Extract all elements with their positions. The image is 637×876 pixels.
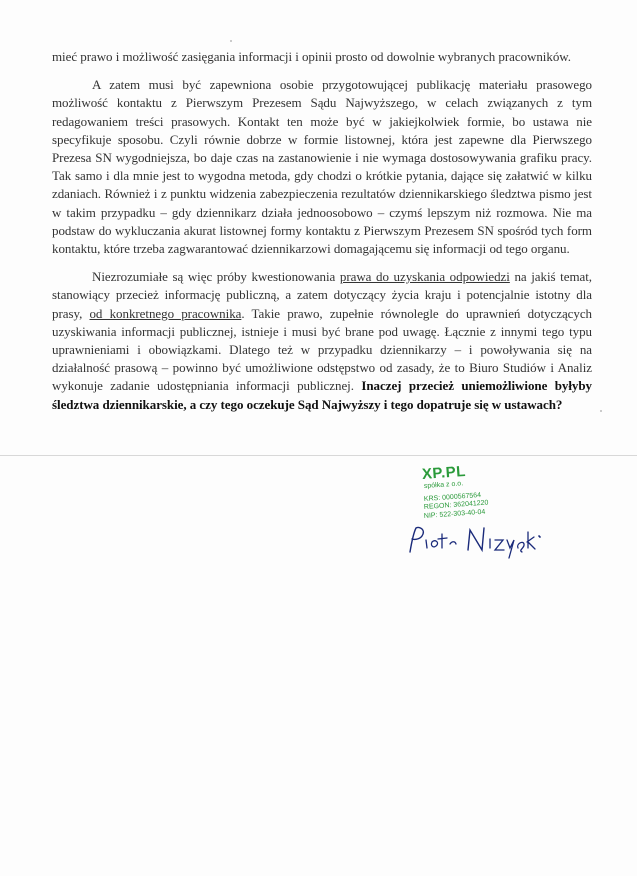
underlined-phrase: od konkretnego pracownika xyxy=(89,305,242,321)
underlined-phrase: prawa do uzyskania odpowiedzi xyxy=(339,269,510,285)
stamp-company: spółka z o.o. xyxy=(423,480,464,490)
paragraph-contact-form: A zatem musi być zapewniona osobie przygotowującej publikację materiału prasowego możliwość kontaktu z Pierwszym Prezesem Sądu Najwyższego, w celach związanych z tym redagowaniem treści prasowych. Kontakt ten może być w jakiejkolwiek formie, bo ustawa nie specyfikuje sposobu. Czyli równie dobrze w formie listownej, która jest zapewne dla Pierwszego Prezesa SN wygodniejsza, bo daje czas na zastanowienie i nie wymaga dostosowywania grafiku pracy. Tak samo i dla mnie jest to wygodna metoda, gdy chodzi o krótkie pytania, dające się załatwić w kilku zdaniach. Również i z punktu widzenia zabezpieczenia rezultatów dziennikarskiego śledztwa pismo jest w takim przypadku – gdy dziennikarz działa jednoosobowo – czymś lepszym niż rozmowa. Nie ma podstaw do wykluczania akurat listownej formy kontaktu z Pierwszym Prezesem SN spośród tych form kontaktu, które trzeba zagwarantować dziennikarzowi domagającemu się informacji od tego organu. xyxy=(52,77,592,257)
text-run: na jakiś temat, stanowiący przecież informację publiczną, a zatem dotyczący życia kraju i potencjalnie istotny dla prasy, xyxy=(52,269,592,321)
text-run: . Takie prawo, zupełnie równolegle do uprawnień dotyczących uzyskiwania informacji publicznej, istnieje i musi być brane pod uwagę. Łącznie z innymi tego typu uprawnieniami i obowiązkami. Dlatego też w przypadku dziennikarzy – i powoływania się na działalność prasową – powinno być umożliwione odstępstwo od zasady, że to Biuro Studiów i Analiz wykonuje zadanie udostępniania informacji publicznej. xyxy=(52,305,593,394)
bold-conclusion: Inaczej przecież uniemożliwione byłyby śledztwa dziennikarskie, a czy tego oczekuje Sąd Najwyższy i tego dopatruje się w ustawach? xyxy=(52,378,592,412)
scan-speck xyxy=(600,410,602,412)
company-stamp xyxy=(408,462,518,521)
stamp-krs: KRS: 0000567564 xyxy=(423,491,482,503)
stamp-regon: REGON: 362041220 xyxy=(423,499,489,511)
paragraph-continuation: mieć prawo i możliwość zasięgania informacji i opinii prosto od dowolnie wybranych pracowników. xyxy=(52,49,571,64)
text-run: Niezrozumiałe są więc próby kwestionowania xyxy=(92,269,340,285)
letter-body xyxy=(52,48,592,414)
handwritten-signature xyxy=(406,522,546,562)
stamp-nip: NIP: 522-303-40-04 xyxy=(423,508,486,520)
stamp-logo: XP.PL xyxy=(421,462,467,483)
paragraph-right-to-answer xyxy=(52,268,592,414)
scan-speck xyxy=(230,40,232,42)
scan-edge-line xyxy=(0,455,637,456)
